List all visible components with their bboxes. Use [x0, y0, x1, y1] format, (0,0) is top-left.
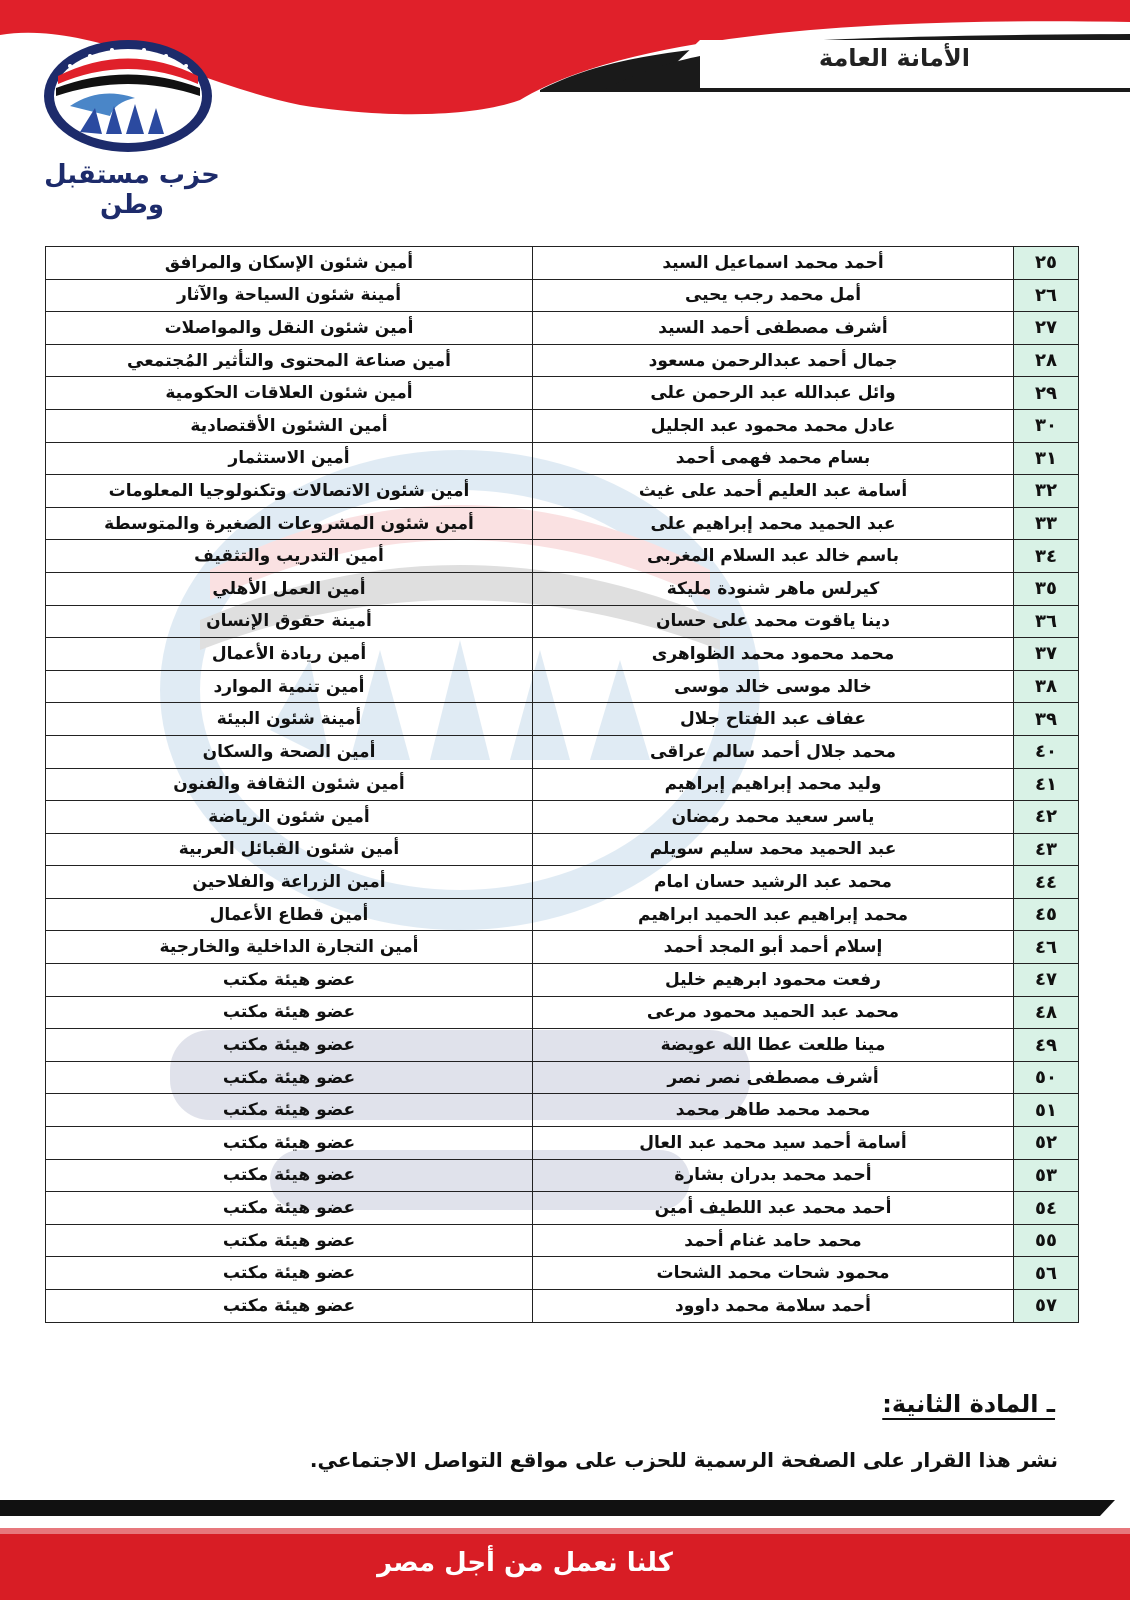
- member-role: عضو هيئة مكتب: [46, 1061, 533, 1094]
- member-role: عضو هيئة مكتب: [46, 1029, 533, 1062]
- row-number: ٤٢: [1014, 801, 1079, 834]
- member-name: رفعت محمود ابرهيم خليل: [533, 964, 1014, 997]
- member-name: أحمد محمد بدران بشارة: [533, 1159, 1014, 1192]
- row-number: ٢٨: [1014, 344, 1079, 377]
- table-row: [46, 735, 1079, 768]
- article-heading: ـ المادة الثانية:: [882, 1390, 1055, 1418]
- table-row: [46, 670, 1079, 703]
- members-table-container: [45, 246, 1075, 1323]
- member-role: أمين الاستثمار: [46, 442, 533, 475]
- member-name: بسام محمد فهمى أحمد: [533, 442, 1014, 475]
- row-number: ٥٥: [1014, 1224, 1079, 1257]
- member-name: أشرف مصطفى أحمد السيد: [533, 312, 1014, 345]
- member-name: محمد محمد طاهر محمد: [533, 1094, 1014, 1127]
- row-number: ٤٣: [1014, 833, 1079, 866]
- row-number: ٤٠: [1014, 735, 1079, 768]
- member-name: محمد جلال أحمد سالم عراقى: [533, 735, 1014, 768]
- member-role: أمين شئون العلاقات الحكومية: [46, 377, 533, 410]
- table-row: [46, 1061, 1079, 1094]
- member-role: أمين قطاع الأعمال: [46, 898, 533, 931]
- row-number: ٤٤: [1014, 866, 1079, 899]
- member-name: عبد الحميد محمد سليم سويلم: [533, 833, 1014, 866]
- table-row: [46, 768, 1079, 801]
- table-row: [46, 442, 1079, 475]
- member-role: أمين التدريب والتثقيف: [46, 540, 533, 573]
- member-role: أمين شئون الإسكان والمرافق: [46, 247, 533, 280]
- member-name: جمال أحمد عبدالرحمن مسعود: [533, 344, 1014, 377]
- party-logo: [40, 36, 216, 156]
- table-row: [46, 475, 1079, 508]
- member-name: أحمد محمد عبد اللطيف أمين: [533, 1192, 1014, 1225]
- article-text: نشر هذا القرار على الصفحة الرسمية للحزب على مواقع التواصل الاجتماعي.: [309, 1448, 1058, 1472]
- row-number: ٢٧: [1014, 312, 1079, 345]
- member-role: أمين شئون الاتصالات وتكنولوجيا المعلومات: [46, 475, 533, 508]
- member-name: باسم خالد عبد السلام المغربى: [533, 540, 1014, 573]
- row-number: ٤٨: [1014, 996, 1079, 1029]
- table-row: [46, 964, 1079, 997]
- table-row: [46, 1127, 1079, 1160]
- row-number: ٥٢: [1014, 1127, 1079, 1160]
- member-name: أحمد سلامة محمد داوود: [533, 1290, 1014, 1323]
- table-row: [46, 801, 1079, 834]
- table-row: [46, 409, 1079, 442]
- table-row: [46, 703, 1079, 736]
- member-role: أمين صناعة المحتوى والتأثير المُجتمعي: [46, 344, 533, 377]
- member-role: أمينة شئون السياحة والآثار: [46, 279, 533, 312]
- row-number: ٤١: [1014, 768, 1079, 801]
- member-role: أمين ريادة الأعمال: [46, 638, 533, 671]
- member-name: دينا ياقوت محمد على حسان: [533, 605, 1014, 638]
- member-role: عضو هيئة مكتب: [46, 1257, 533, 1290]
- member-name: عادل محمد محمود عبد الجليل: [533, 409, 1014, 442]
- table-row: [46, 1159, 1079, 1192]
- member-name: كيرلس ماهر شنودة مليكة: [533, 572, 1014, 605]
- row-number: ٥٧: [1014, 1290, 1079, 1323]
- member-role: عضو هيئة مكتب: [46, 1290, 533, 1323]
- row-number: ٥١: [1014, 1094, 1079, 1127]
- row-number: ٣٩: [1014, 703, 1079, 736]
- member-role: أمين الشئون الأقتصادية: [46, 409, 533, 442]
- member-name: أحمد محمد اسماعيل السيد: [533, 247, 1014, 280]
- member-role: أمين التجارة الداخلية والخارجية: [46, 931, 533, 964]
- row-number: ٣٧: [1014, 638, 1079, 671]
- table-row: [46, 605, 1079, 638]
- row-number: ٣٤: [1014, 540, 1079, 573]
- member-name: محمد عبد الرشيد حسان امام: [533, 866, 1014, 899]
- row-number: ٢٦: [1014, 279, 1079, 312]
- member-role: عضو هيئة مكتب: [46, 964, 533, 997]
- member-name: أشرف مصطفى نصر نصر: [533, 1061, 1014, 1094]
- table-row: [46, 507, 1079, 540]
- member-role: عضو هيئة مكتب: [46, 1192, 533, 1225]
- members-table: [45, 246, 1079, 1323]
- member-role: أمين تنمية الموارد: [46, 670, 533, 703]
- table-row: [46, 996, 1079, 1029]
- member-role: عضو هيئة مكتب: [46, 996, 533, 1029]
- table-row: [46, 1257, 1079, 1290]
- member-role: عضو هيئة مكتب: [46, 1094, 533, 1127]
- member-name: ياسر سعيد محمد رمضان: [533, 801, 1014, 834]
- member-name: إسلام أحمد أبو المجد أحمد: [533, 931, 1014, 964]
- table-row: [46, 1224, 1079, 1257]
- table-row: [46, 898, 1079, 931]
- member-role: أمينة حقوق الإنسان: [46, 605, 533, 638]
- table-row: [46, 279, 1079, 312]
- party-logo-text: حزب مستقبل وطن: [44, 160, 220, 220]
- member-name: أمل محمد رجب يحيى: [533, 279, 1014, 312]
- member-role: أمينة شئون البيئة: [46, 703, 533, 736]
- table-row: [46, 247, 1079, 280]
- member-name: محمد حامد غنام أحمد: [533, 1224, 1014, 1257]
- member-role: أمين شئون المشروعات الصغيرة والمتوسطة: [46, 507, 533, 540]
- row-number: ٥٠: [1014, 1061, 1079, 1094]
- table-row: [46, 540, 1079, 573]
- table-row: [46, 866, 1079, 899]
- member-name: أسامة عبد العليم أحمد على غيث: [533, 475, 1014, 508]
- member-role: أمين شئون النقل والمواصلات: [46, 312, 533, 345]
- member-role: أمين شئون القبائل العربية: [46, 833, 533, 866]
- row-number: ٥٣: [1014, 1159, 1079, 1192]
- row-number: ٣٦: [1014, 605, 1079, 638]
- row-number: ٣١: [1014, 442, 1079, 475]
- member-name: محمد عبد الحميد محمود مرعى: [533, 996, 1014, 1029]
- row-number: ٤٦: [1014, 931, 1079, 964]
- table-row: [46, 833, 1079, 866]
- header-title: الأمانة العامة: [818, 44, 970, 72]
- member-name: وائل عبدالله عبد الرحمن على: [533, 377, 1014, 410]
- member-role: أمين العمل الأهلي: [46, 572, 533, 605]
- member-role: عضو هيئة مكتب: [46, 1159, 533, 1192]
- member-role: أمين شئون الرياضة: [46, 801, 533, 834]
- row-number: ٢٥: [1014, 247, 1079, 280]
- member-name: عفاف عبد الفتاح جلال: [533, 703, 1014, 736]
- member-role: عضو هيئة مكتب: [46, 1127, 533, 1160]
- row-number: ٣٨: [1014, 670, 1079, 703]
- table-row: [46, 1290, 1079, 1323]
- row-number: ٣٠: [1014, 409, 1079, 442]
- member-name: أسامة أحمد سيد محمد عبد العال: [533, 1127, 1014, 1160]
- member-name: محمد محمود محمد الظواهرى: [533, 638, 1014, 671]
- table-row: [46, 931, 1079, 964]
- member-role: أمين شئون الثقافة والفنون: [46, 768, 533, 801]
- member-name: محمود شحات محمد الشحات: [533, 1257, 1014, 1290]
- table-row: [46, 312, 1079, 345]
- row-number: ٤٥: [1014, 898, 1079, 931]
- table-row: [46, 1029, 1079, 1062]
- member-role: أمين الصحة والسكان: [46, 735, 533, 768]
- footer-slogan: كلنا نعمل من أجل مصر: [377, 1548, 673, 1578]
- table-row: [46, 344, 1079, 377]
- member-name: محمد إبراهيم عبد الحميد ابراهيم: [533, 898, 1014, 931]
- table-row: [46, 377, 1079, 410]
- row-number: ٣٣: [1014, 507, 1079, 540]
- table-row: [46, 572, 1079, 605]
- row-number: ٣٢: [1014, 475, 1079, 508]
- member-name: خالد موسى خالد موسى: [533, 670, 1014, 703]
- row-number: ٤٩: [1014, 1029, 1079, 1062]
- member-name: مينا طلعت عطا الله عويضة: [533, 1029, 1014, 1062]
- row-number: ٣٥: [1014, 572, 1079, 605]
- member-role: أمين الزراعة والفلاحين: [46, 866, 533, 899]
- row-number: ٥٤: [1014, 1192, 1079, 1225]
- table-row: [46, 1094, 1079, 1127]
- members-table-body: [46, 247, 1079, 1323]
- member-name: عبد الحميد محمد إبراهيم على: [533, 507, 1014, 540]
- row-number: ٥٦: [1014, 1257, 1079, 1290]
- table-row: [46, 638, 1079, 671]
- table-row: [46, 1192, 1079, 1225]
- row-number: ٤٧: [1014, 964, 1079, 997]
- member-role: عضو هيئة مكتب: [46, 1224, 533, 1257]
- row-number: ٢٩: [1014, 377, 1079, 410]
- member-name: وليد محمد إبراهيم إبراهيم: [533, 768, 1014, 801]
